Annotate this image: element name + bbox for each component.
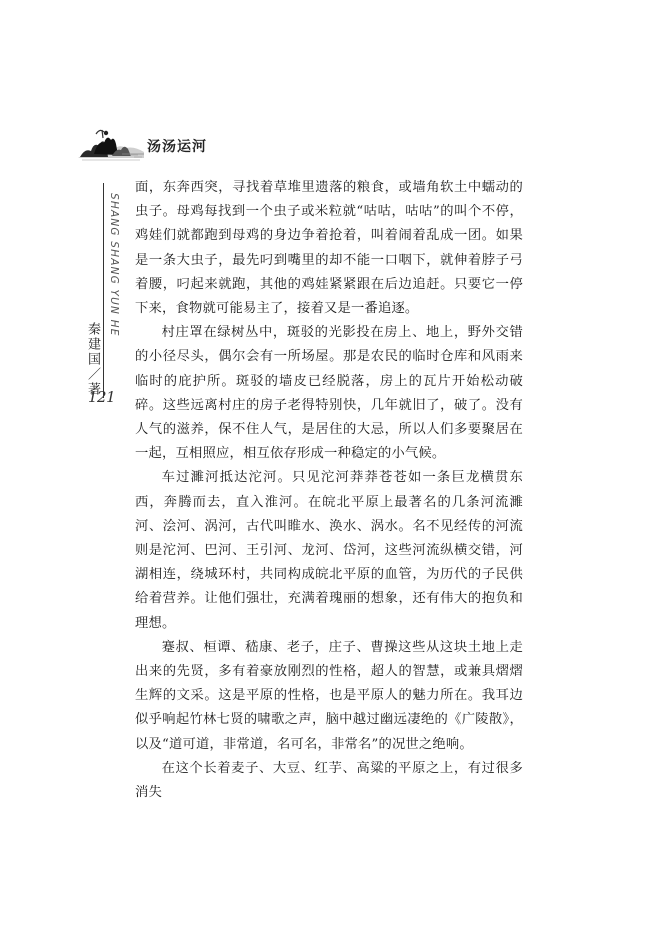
margin-rule <box>103 183 104 398</box>
chapter-header <box>76 124 216 164</box>
body-text <box>135 176 523 805</box>
running-head-author: 秦建国／著 <box>85 322 100 397</box>
paragraph: 村庄罩在绿树丛中，斑驳的光影投在房上、地上，野外交错的小径尽头，偶尔会有一所场屋。那是农民的临时仓库和风雨来临时的庇护所。斑驳的墙皮已经脱落，房上的瓦片开始松动破碎。这些远离村庄的房子老得特别快，几年就旧了，破了。没有人气的滋养，保不住人气，是居住的大忌，所以人们多要聚居在一起，互相照应，相互依存形成一种稳定的小气候。 <box>135 325 523 462</box>
paragraph: 面，东奔西突，寻找着草堆里遗落的粮食，或墙角软土中蠕动的虫子。母鸡每找到一个虫子或米粒就“咕咕，咕咕”的叫个不停，鸡娃们就都跑到母鸡的身边争着抢着，叫着闹着乱成一团。如果是一条大虫子，最先叼到嘴里的却不能一口咽下，就伸着脖子弓着腰，叼起来就跑，其他的鸡娃紧紧跟在后边追赶。只要它一停下来，食物就可能易主了，接着又是一番追逐。 <box>135 180 523 317</box>
paragraph: 车过濉河抵达沱河。只见沱河莽莽苍苍如一条巨龙横贯东西，奔腾而去，直入淮河。在皖北平原上最著名的几条河流濉河、浍河、涡河，古代叫睢水、涣水、涡水。名不见经传的河流则是沱河、巴河、王引河、龙河、岱河，这些河流纵横交错，河湖相连，绕城环村，共同构成皖北平原的血管，为历代的子民供给着营养。让他们强壮，充满着瑰丽的想象，还有伟大的抱负和理想。 <box>135 470 523 631</box>
paragraph: 在这个长着麦子、大豆、红芋、高粱的平原之上，有过很多消失 <box>135 760 523 801</box>
ink-landscape-ornament <box>76 124 146 164</box>
page-number: 121 <box>88 388 116 406</box>
paragraph: 蹇叔、桓谭、嵇康、老子，庄子、曹操这些从这块土地上走出来的先贤，多有着豪放刚烈的性格，超人的智慧，或兼具熠熠生辉的文采。这是平原的性格，也是平原人的魅力所在。我耳边似乎响起竹林七贤的啸歌之声，脑中越过幽远凄绝的《广陵散》，以及“道可道，非常道，名可名，非常名”的况世之绝响。 <box>135 639 523 752</box>
chapter-title: 汤汤运河 <box>147 139 207 155</box>
running-head-latin: SHANG SHANG YUN HE <box>108 193 120 337</box>
